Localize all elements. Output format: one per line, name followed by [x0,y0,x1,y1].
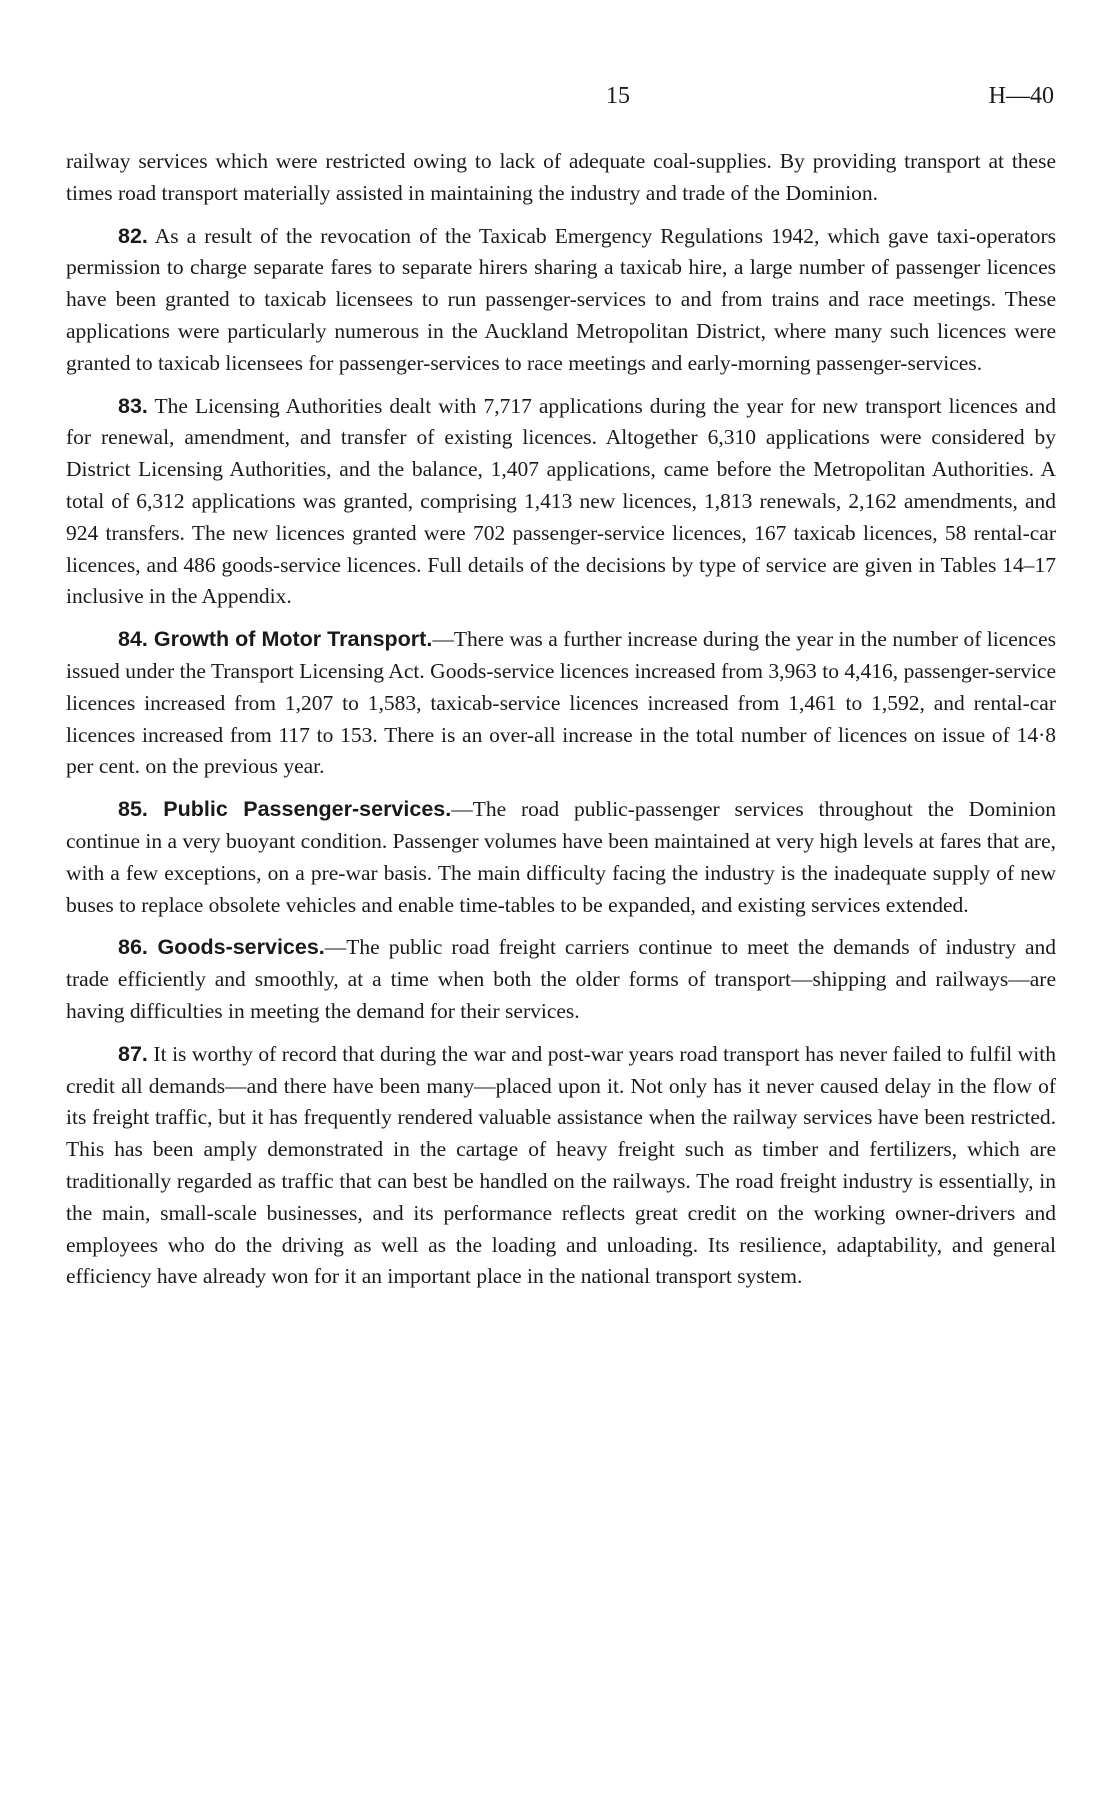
paragraph-heading: Public Passenger-services. [147,797,452,822]
paragraph-87 [66,1039,1056,1293]
paragraph-text: It is worthy of record that during the war and post-war years road transport has never failed to fulfil with credit all demands—and there have been many—placed upon it. Not only has it never caused delay in the flow of its freight traffic, but it has frequently rendered valuable assistance when the railway services have been restricted. This has been amply demonstrated in the cartage of heavy freight such as timber and fertilizers, which are traditionally regarded as traffic that can best be handled on the railways. The road freight industry is essentially, in the main, small-scale businesses, and its performance reflects great credit on the working owner-drivers and employees who do the driving as well as the loading and unloading. Its resilience, adaptability, and general efficiency have already won for it an important place in the national transport system. [66,1041,1056,1289]
paragraph-number: 86. [118,935,148,960]
body-text [66,146,1056,1293]
paragraph-number: 87. [118,1041,148,1066]
paragraph-84 [66,624,1056,783]
paragraph-82 [66,221,1056,380]
paragraph-continuation [66,146,1056,210]
paragraph-heading: Goods-services. [147,935,325,960]
document-reference: H—40 [988,83,1054,109]
paragraph-text: railway services which were restricted owing to lack of adequate coal-supplies. By providing transport at these times road transport materially assisted in maintaining the industry and trade of the Dominion. [66,149,1056,205]
paragraph-text: As a result of the revocation of the Taxicab Emergency Regulations 1942, which gave taxi-operators permission to charge separate fares to separate hirers sharing a taxicab hire, a large number of passenger licences have been granted to taxicab licensees to run passenger-services to and from trains and race meetings. These applications were particularly numerous in the Auckland Metropolitan District, where many such licences were granted to taxicab licensees for passenger-services to race meetings and early-morning passenger-services. [66,223,1056,375]
paragraph-83 [66,391,1056,614]
paragraph-text: The Licensing Authorities dealt with 7,717 applications during the year for new transport licences and for renewal, amendment, and transfer of existing licences. Altogether 6,310 applications were considered by District Licensing Authorities, and the balance, 1,407 applications, came before the Metropolitan Authorities. A total of 6,312 applications was granted, comprising 1,413 new licences, 1,813 renewals, 2,162 amendments, and 924 transfers. The new licences granted were 702 passenger-service licences, 167 taxicab licences, 58 rental-car licences, and 486 goods-service licences. Full details of the decisions by type of service are given in Tables 14–17 inclusive in the Appendix. [66,393,1056,609]
paragraph-number: 84. [118,627,148,652]
paragraph-heading: Growth of Motor Transport. [147,627,433,652]
paragraph-number: 85. [118,797,148,822]
page-number: 15 [606,83,630,109]
paragraph-number: 83. [118,393,148,418]
paragraph-text: —The public road freight carriers continue to meet the demands of industry and trade efficiently and smoothly, at a time when both the older forms of transport—shipping and railways—are having difficulties in meeting the demand for their services. [66,935,1056,1023]
paragraph-number: 82. [118,223,148,248]
paragraph-86 [66,932,1056,1027]
page-header [66,78,1056,114]
paragraph-text: —The road public-passenger services throughout the Dominion continue in a very buoyant condition. Passenger volumes have been maintained at very high levels at fares that are, with a few exceptions, on a pre-war basis. The main difficulty facing the industry is the inadequate supply of new buses to replace obsolete vehicles and enable time-tables to be expanded, and existing services extended. [66,797,1056,917]
paragraph-text: —There was a further increase during the year in the number of licences issued under the Transport Licensing Act. Goods-service licences increased from 3,963 to 4,416, passenger-service licences increased from 1,207 to 1,583, taxicab-service licences increased from 1,461 to 1,592, and rental-car licences increased from 117 to 153. There is an over-all increase in the total number of licences on issue of 14·8 per cent. on the previous year. [66,627,1056,779]
paragraph-85 [66,794,1056,921]
